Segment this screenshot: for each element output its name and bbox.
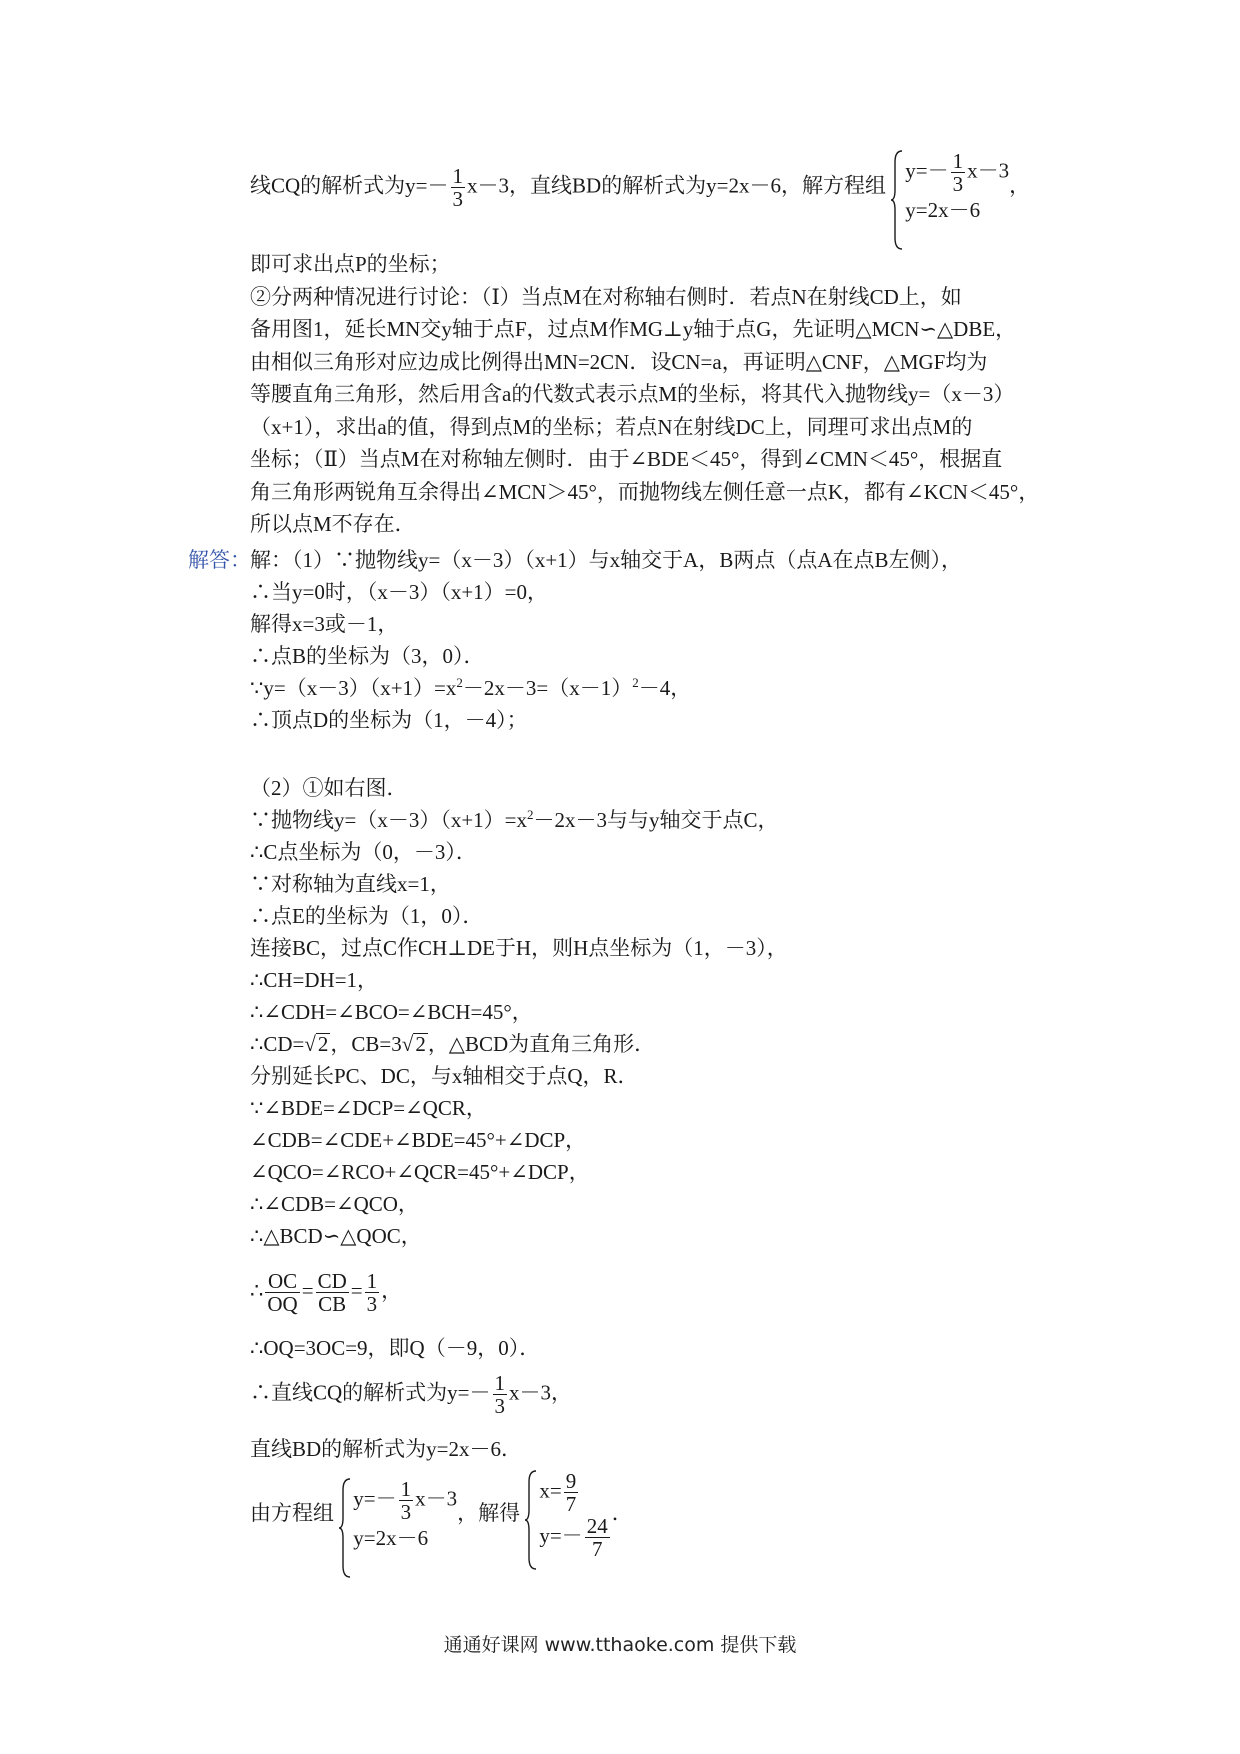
text-line: ∠CDB=∠CDE+∠BDE=45°+∠DCP， (250, 1128, 587, 1152)
text-segment: = (301, 1278, 314, 1303)
numerator: 9 (565, 1469, 577, 1493)
text-line: （x+1），求出a的值，得到点M的坐标；若点N在射线DC上，同理可求出点M的 (250, 414, 973, 439)
analysis-paragraph (250, 248, 1070, 541)
analysis-top-line (250, 150, 1030, 225)
text-segment: = (350, 1278, 363, 1303)
equation-2: y=2x－6 (353, 1525, 429, 1550)
text-line: 分别延长PC、DC，与x轴相交于点Q，R． (250, 1064, 639, 1088)
fraction (564, 1470, 579, 1515)
text-segment: ， (381, 1278, 403, 1303)
text-line: ∴C点坐标为（0，－3）． (250, 840, 477, 864)
text-segment: x= (539, 1478, 562, 1503)
text-segment: x－3，直线BD的解析式为y=2x－6，解方程组 (467, 173, 887, 198)
text-line: 连接BC，过点C作CH⊥DE于H，则H点坐标为（1，－3）， (250, 936, 788, 960)
text-line: ∴∠CDH=∠BCO=∠BCH=45°， (250, 1000, 533, 1024)
fraction (451, 165, 466, 210)
text-line: ∴当y=0时，（x－3）（x+1）=0， (250, 580, 549, 604)
fraction (399, 1478, 414, 1523)
denominator: 7 (565, 1492, 577, 1516)
text-segment: x－3 (415, 1485, 458, 1510)
equation-system (891, 150, 1009, 225)
ratio-line (250, 1270, 402, 1315)
text-segment: x－3， (509, 1380, 573, 1405)
solution-system (525, 1470, 611, 1560)
cq-line (250, 1372, 572, 1417)
text-segment: y=－ (905, 158, 949, 183)
text-line: ∴点B的坐标为（3，0）． (250, 644, 485, 668)
text-segment: ∵抛物线y=（x－3）（x+1）=x (250, 808, 528, 832)
oq-line: ∴OQ=3OC=9，即Q（－9，0）． (250, 1336, 541, 1360)
text-line: ∴点E的坐标为（1，0）． (250, 904, 484, 928)
numerator: CD (317, 1269, 347, 1293)
text-line: ∵对称轴为直线x=1， (250, 872, 451, 896)
fraction (951, 150, 966, 195)
numerator: 1 (494, 1371, 506, 1395)
text-segment: ∴CD= (250, 1032, 305, 1056)
text-segment: ，△BCD为直角三角形． (427, 1032, 656, 1056)
text-segment: －2x－3与与y轴交于点C， (533, 808, 779, 832)
denominator: 3 (400, 1499, 412, 1524)
text-line: （2）①如右图． (250, 776, 408, 800)
c-point-line (250, 804, 1070, 836)
text-segment: ， (1009, 173, 1031, 198)
solution-x (539, 1470, 611, 1515)
answer-part-1 (250, 544, 1070, 736)
equation-system (339, 1478, 457, 1553)
system-solve-line (250, 1470, 633, 1560)
text-line: ∴△BCD∽△QOC， (250, 1224, 422, 1248)
equation-2: y=2x－6 (905, 198, 981, 222)
text-segment: ，解得 (457, 1500, 521, 1525)
answer-label: 解答： (188, 548, 251, 572)
brace-icon (525, 1470, 537, 1570)
text-segment: ，CB=3 (330, 1032, 402, 1056)
text-line: 所以点M不存在． (250, 512, 416, 536)
text-line: ∵∠BDE=∠DCP=∠QCR， (250, 1096, 487, 1120)
text-line: 角三角形两锐角互余得出∠MCN＞45°，而抛物线左侧任意一点K，都有∠KCN＜45°， (250, 479, 1040, 504)
equation-1 (905, 150, 1009, 195)
brace-icon (891, 150, 903, 250)
text-line: 坐标；（Ⅱ）当点M在对称轴左侧时．由于∠BDE＜45°，得到∠CMN＜45°，根据直 (250, 447, 1003, 471)
fraction (585, 1515, 610, 1560)
text-line: ∴∠CDB=∠QCO， (250, 1192, 419, 1216)
text-segment: ∵y=（x－3）（x+1）=x (250, 676, 457, 700)
equation-1 (353, 1478, 457, 1523)
superscript: 2 (456, 675, 463, 690)
text-line: 解：（1）∵抛物线y=（x－3）（x+1）与x轴交于A，B两点（点A在点B左侧）， (250, 548, 963, 572)
text-line: ②分两种情况进行讨论：（Ⅰ）当点M在对称轴右侧时．若点N在射线CD上，如 (250, 284, 962, 309)
text-line: ∴顶点D的坐标为（1，－4）； (250, 708, 528, 732)
numerator: 1 (366, 1269, 378, 1293)
numerator: OC (267, 1269, 298, 1293)
fraction (265, 1270, 299, 1315)
denominator: 7 (585, 1537, 610, 1560)
text-segment: ． (611, 1500, 633, 1525)
text-line: 等腰直角三角形，然后用含a的代数式表示点M的坐标，将其代入抛物线y=（x－3） (250, 382, 1015, 406)
brace-icon (339, 1478, 351, 1578)
text-line: ∠QCO=∠RCO+∠QCR=45°+∠DCP， (250, 1160, 590, 1184)
bd-line: 直线BD的解析式为y=2x－6． (250, 1437, 523, 1461)
fraction (365, 1270, 380, 1315)
fraction (493, 1372, 508, 1417)
denominator: 3 (366, 1292, 378, 1316)
superscript: 2 (632, 675, 639, 690)
text-segment: ∴ (250, 1278, 264, 1303)
numerator: 24 (586, 1514, 608, 1538)
text-line: 由相似三角形对应边成比例得出MN=2CN．设CN=a，再证明△CNF，△MGF均为 (250, 349, 988, 374)
numerator: 1 (952, 149, 964, 173)
text-line: ∴CH=DH=1， (250, 968, 379, 992)
denominator: 3 (494, 1394, 506, 1418)
text-segment: －4， (638, 676, 692, 700)
denominator: CB (316, 1292, 349, 1315)
text-segment: y=－ (539, 1523, 583, 1548)
radicand: 2 (415, 1032, 426, 1056)
text-segment: ∴直线CQ的解析式为y=－ (250, 1380, 491, 1405)
answer-part-2 (250, 772, 1070, 1252)
radicand: 2 (317, 1032, 329, 1056)
page-footer: 通通好课网 www.tthaoke.com 提供下载 (443, 1634, 797, 1656)
vertex-line (250, 672, 1070, 704)
denominator: OQ (267, 1292, 298, 1316)
numerator: 1 (452, 164, 464, 188)
fraction (316, 1270, 349, 1315)
superscript: 2 (527, 807, 534, 822)
solution-y (539, 1515, 611, 1560)
numerator: 1 (400, 1476, 412, 1501)
text-line: 解得x=3或－1， (250, 612, 399, 636)
text-line: 即可求出点P的坐标； (250, 252, 451, 276)
text-segment: 线CQ的解析式为y=－ (250, 173, 449, 198)
denominator: 3 (952, 172, 964, 196)
text-segment: 由方程组 (250, 1500, 334, 1525)
text-segment: －2x－3=（x－1） (462, 676, 633, 700)
text-segment: x－3 (967, 158, 1010, 183)
cd-cb-line: ∴CD=√2，CB=3√2，△BCD为直角三角形． (250, 1032, 656, 1056)
text-segment: y=－ (353, 1485, 397, 1510)
text-line: 备用图1，延长MN交y轴于点F，过点M作MG⊥y轴于点G，先证明△MCN∽△DBE， (250, 317, 1017, 341)
denominator: 3 (452, 187, 464, 211)
